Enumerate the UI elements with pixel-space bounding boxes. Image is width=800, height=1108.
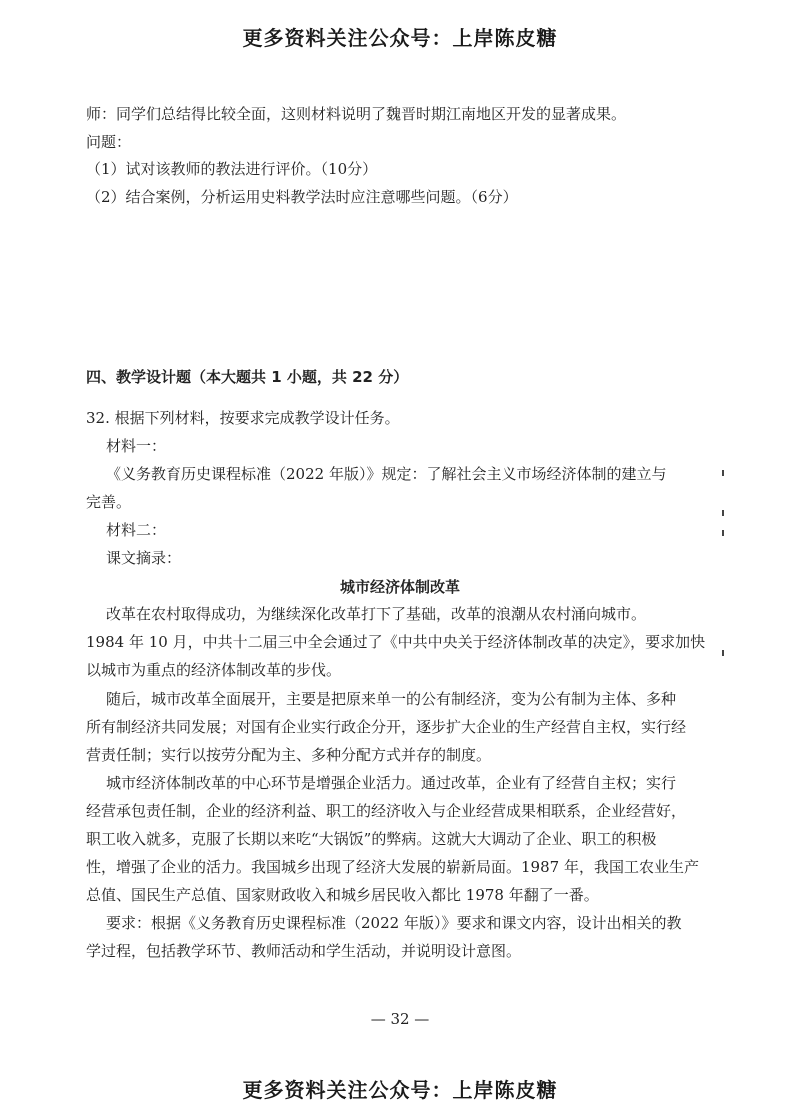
material-1-text-line2: 完善。 [86,493,132,511]
paragraph-3-line2: 经营承包责任制，企业的经济利益、职工的经济收入与企业经营成果相联系，企业经营好， [86,802,687,820]
excerpt-label: 课文摘录： [106,549,182,567]
paragraph-1-line1: 改革在农村取得成功，为继续深化改革打下了基础，改革的浪潮从农村涌向城市。 [106,605,647,623]
scan-margin-mark [722,650,724,656]
scan-margin-mark [722,530,724,536]
paragraph-1-line3: 以城市为重点的经济体制改革的步伐。 [86,661,342,679]
lesson-title: 城市经济体制改革 [339,578,460,596]
paragraph-1-line2: 1984 年 10 月，中共十二届三中全会通过了《中共中央关于经济体制改革的决定》，要求加快 [86,633,706,651]
page-number: — 32 — [370,1010,430,1028]
question-2: （2）结合案例，分析运用史料教学法时应注意哪些问题。（6分） [86,188,518,206]
material-1-text-line1: 《义务教育历史课程标准（2022 年版）》规定：了解社会主义市场经济体制的建立与 [106,465,667,483]
material-1-label: 材料一： [106,437,167,455]
paragraph-3-line3: 职工收入就多，克服了长期以来吃“大锅饭”的弊病。这就大大调动了企业、职工的积极 [86,830,657,848]
scan-margin-mark [722,510,724,516]
paragraph-3-line1: 城市经济体制改革的中心环节是增强企业活力。通过改革，企业有了经营自主权；实行 [106,774,677,792]
scan-margin-mark [722,470,724,476]
paragraph-3-line5: 总值、国民生产总值、国家财政收入和城乡居民收入都比 1978 年翻了一番。 [86,886,599,904]
footer-banner: 更多资料关注公众号：上岸陈皮糖 [242,1078,558,1102]
paragraph-3-line4: 性，增强了企业的活力。我国城乡出现了经济大发展的崭新局面。1987 年，我国工农业生产 [86,858,699,876]
question-32: 32. 根据下列材料，按要求完成教学设计任务。 [86,409,400,427]
question-1: （1）试对该教师的教法进行评价。（10分） [86,160,378,178]
paragraph-2-line3: 营责任制；实行以按劳分配为主、多种分配方式并存的制度。 [86,746,492,764]
paragraph-2-line1: 随后，城市改革全面展开，主要是把原来单一的公有制经济，变为公有制为主体、多种 [106,690,677,708]
section-title: 四、教学设计题（本大题共 1 小题，共 22 分） [86,368,409,386]
paragraph-2-line2: 所有制经济共同发展；对国有企业实行政企分开，逐步扩大企业的生产经营自主权，实行经 [86,718,687,736]
header-banner: 更多资料关注公众号：上岸陈皮糖 [242,26,558,50]
requirement-line1: 要求：根据《义务教育历史课程标准（2022 年版）》要求和课文内容，设计出相关的教 [106,914,682,932]
question-label: 问题： [86,133,132,151]
material-2-label: 材料二： [106,521,167,539]
requirement-line2: 学过程，包括教学环节、教师活动和学生活动，并说明设计意图。 [86,942,522,960]
teacher-summary-line: 师：同学们总结得比较全面，这则材料说明了魏晋时期江南地区开发的显著成果。 [86,105,627,123]
